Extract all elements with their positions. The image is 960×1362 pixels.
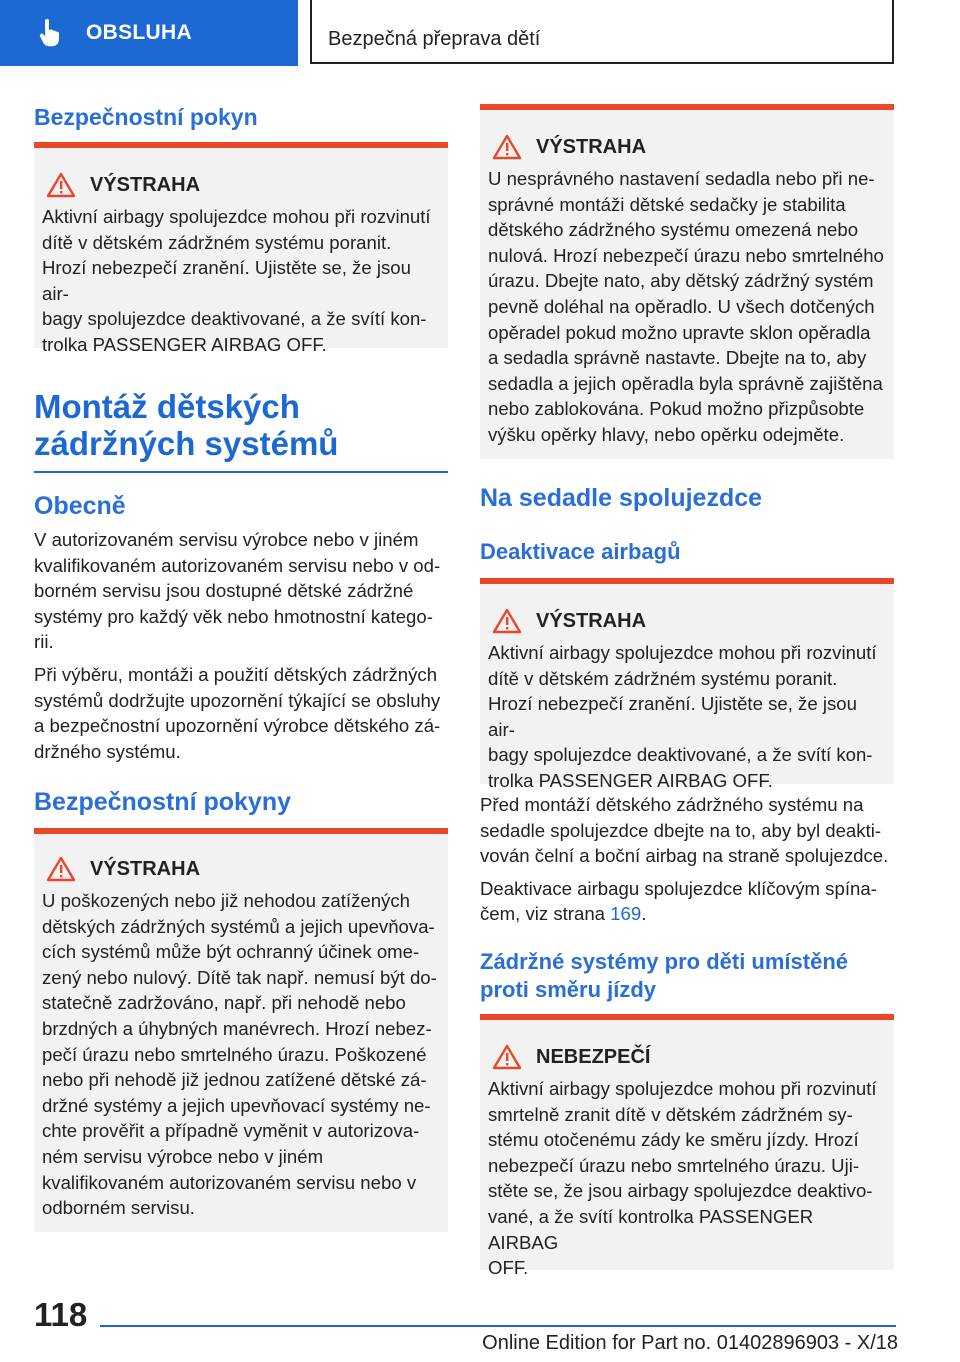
main-heading-block xyxy=(34,388,448,473)
safety-heading-2: Bezpečnostní pokyny xyxy=(34,788,291,816)
safety-heading: Bezpečnostní pokyn xyxy=(34,104,258,130)
warning-triangle-icon xyxy=(492,1044,522,1070)
warning-title xyxy=(492,134,886,160)
general-paragraph-1: V autorizovaném servisu výrobce nebo v jiném kvalifikovaném autorizovaném servisu nebo v od- borném servisu jsou dostupné dětské zádržné systémy pro každý věk nebo hmotnostní katego- rii. xyxy=(34,529,441,653)
warning-box-1 xyxy=(34,142,448,355)
page-title: Montáž dětských zádržných systémů xyxy=(34,388,339,462)
warning-text: Aktivní airbagy spolujezdce mohou při rozvinutí dítě v dětském zádržném systému poranit. Hrozí nebezpečí zranění. Ujistěte se, že jsou air- bagy spolujezdce deaktivované, a že svítí kon- trolka PASSENGER AIRBAG OFF. xyxy=(488,642,877,791)
deactivation-text xyxy=(480,792,894,927)
section-tab-label: OBSLUHA xyxy=(86,21,192,44)
passenger-heading: Na sedadle spolujezdce xyxy=(480,484,763,512)
passenger-section xyxy=(480,484,894,565)
deactivation-paragraph-2: Deaktivace airbagu spolujezdce klíčovým spína- čem, viz strana 169. xyxy=(480,877,877,925)
page-header xyxy=(0,0,960,66)
rear-facing-heading: Zádržné systémy pro děti umístěné proti směru jízdy xyxy=(480,949,848,1002)
deactivation-heading: Deaktivace airbagů xyxy=(480,539,681,564)
warning-triangle-icon xyxy=(46,172,76,198)
footer-divider xyxy=(100,1325,896,1327)
warning-title-text: VÝSTRAHA xyxy=(536,135,647,158)
warning-box-4 xyxy=(480,578,894,791)
warning-title xyxy=(46,172,440,198)
rear-facing-section xyxy=(480,948,894,1004)
breadcrumb-text: Bezpečná přeprava dětí xyxy=(328,28,541,50)
warning-text: Aktivní airbagy spolujezdce mohou při rozvinutí dítě v dětském zádržném systému poranit. Hrozí nebezpečí zranění. Ujistěte se, že jsou air- bagy spolujezdce deaktivované, a že svítí kon- trolka PASSENGER AIRBAG OFF. xyxy=(42,206,431,355)
warning-triangle-icon xyxy=(492,608,522,634)
warning-triangle-icon xyxy=(46,856,76,882)
warning-text: U poškozených nebo již nehodou zatížených dětských zádržných systémů a jejich upevňova- cích systémů může být ochranný účinek ome- zený nebo nulový. Dítě tak např. nemusí být do- statečně zadržováno, např. při nehodě nebo brzdných a úhybných manévrech. Hrozí nebez- pečí úrazu nebo smrtelného úrazu. Poškozené nebo při nehodě již jednou zatížené dětské zá- držné systémy a jejich upevňovací systémy ne- chte prověřit a případně vyměnit v autorizova- ném servisu výrobce nebo v jiném kvalifikovaném autorizovaném servisu nebo v odborném servisu. xyxy=(42,890,437,1219)
section-tab[interactable] xyxy=(0,0,298,66)
left-column xyxy=(34,104,448,131)
page-reference-link[interactable]: 169 xyxy=(610,903,642,925)
danger-title-text: NEBEZPEČÍ xyxy=(536,1045,651,1068)
safety-heading-2-block xyxy=(34,788,448,817)
danger-box xyxy=(480,1014,894,1279)
danger-title xyxy=(492,1044,886,1070)
warning-title xyxy=(492,608,886,634)
heading-divider xyxy=(34,471,448,473)
hand-pointer-icon xyxy=(38,19,64,47)
warning-box-3 xyxy=(480,104,894,459)
warning-text: U nesprávného nastavení sedadla nebo při ne- správné montáži dětské sedačky je stabilita dětského zádržného systému omezená nebo nulová. Hrozí nebezpečí úrazu nebo smrtelného úrazu. Dbejte nato, aby dětský zádržný systém pevně doléhal na opěradlo. U všech dotčených opěradel pokud možno upravte sklon opěradla a sedadla správně nastavte. Dbejte na to, aby sedadla a jejich opěradla byla správně zajištěna nebo zablokována. Pokud možno přizpůsobte výšku opěrky hlavy, nebo opěrku odejměte. xyxy=(488,168,884,445)
footer-edition: Online Edition for Part no. 01402896903 - X/18 xyxy=(482,1332,898,1354)
warning-title-text: VÝSTRAHA xyxy=(90,173,201,196)
general-paragraph-2: Při výběru, montáži a použití dětských zádržných systémů dodržujte upozornění týkající se obsluhy a bezpečnostní upozornění výrobce dětského zá- držného systému. xyxy=(34,663,441,762)
warning-box-2 xyxy=(34,828,448,1232)
page-number: 118 xyxy=(34,1296,88,1333)
breadcrumb xyxy=(310,0,894,64)
warning-triangle-icon xyxy=(492,134,522,160)
general-section xyxy=(34,492,448,764)
general-heading: Obecně xyxy=(34,492,126,520)
warning-title-text: VÝSTRAHA xyxy=(536,609,647,632)
warning-title-text: VÝSTRAHA xyxy=(90,857,201,880)
danger-text: Aktivní airbagy spolujezdce mohou při rozvinutí smrtelně zranit dítě v dětském zádržném sy- stému otočenému zády ke směru jízdy. Hrozí nebezpečí úrazu nebo smrtelného úrazu. Uji- stěte se, že jsou airbagy spolujezdce deaktivo- vané, a že svítí kontrolka PASSENGER AIRBAG OFF. xyxy=(488,1078,877,1279)
warning-title xyxy=(46,856,440,882)
deactivation-paragraph-1: Před montáží dětského zádržného systému na sedadle spolujezdce dbejte na to, aby byl deakti- vován čelní a boční airbag na straně spolujezdce. xyxy=(480,794,889,867)
